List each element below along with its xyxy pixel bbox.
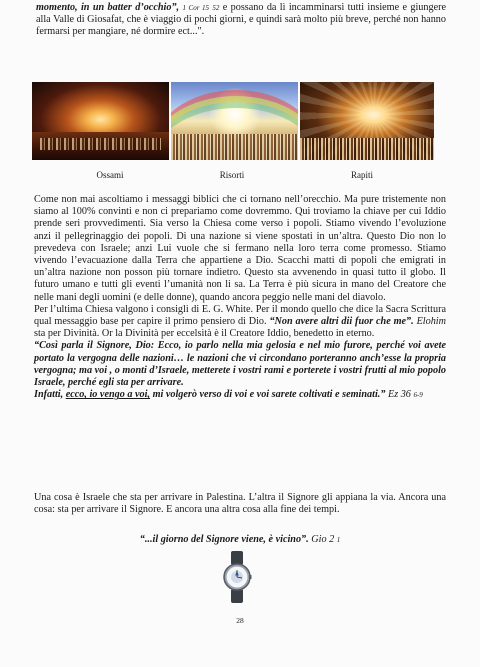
wristwatch-icon xyxy=(222,551,252,603)
paragraph-2: Per l’ultima Chiesa valgono i consigli di E. G. White. Per il mondo quello che dice la Sacra Scrittura qual messaggio base per capire il primo pensiero di Dio. “Non avere altri dii fuor che me”. Elohim sta per Divinità. Or la Divinità per eccelsità è il Creatore Iddio, benedetto in eterno. xyxy=(34,303,446,340)
main-body xyxy=(34,194,446,401)
resurrected-image xyxy=(171,82,298,160)
ezekiel-quote-2: Infatti, ecco, io vengo a voi, mi volgerò verso di voi e voi sarete coltivati e seminati.” Ez 36 6-9 xyxy=(34,389,423,401)
paragraph-1: Come non mai ascoltiamo i messaggi biblici che ci tornano nell’orecchio. Ma pure tristemente non siamo al 100% convinti e non ci prepariamo come dovremmo. Qui troviamo la chiave per cui Iddio prende seri provvedimenti. Sia verso la Chiesa come verso i popoli. Stiamo vivendo l’evoluzione anzi il pellegrinaggio dei popoli. Di una nazione si viene spostati in un’altra. Questo Dio non lo prevedeva con Israele; anzi Lui vuole che si fermano nella loro terra come promesso. Stiamo vivendo l’evacuazione dalla Terra che appartiene a Dio. Scacchi matti di popoli che emigrati in un’altra nazione non posson più tornare indietro. Questo sta avvenendo in quasi tutto il globo. Il futuro umano e tutti gli eventi l’umanità non li sa. La Terra è più sicura in mano del Creatore che nelle mani degli uomini (e delle donne), quando ancora peggio nelle mani del diavolo. xyxy=(34,194,446,303)
caption-ossami: Ossami xyxy=(96,170,124,180)
ezekiel-reference: Ez 36 6-9 xyxy=(387,389,423,401)
raptured-image xyxy=(300,82,434,160)
caption-risorti: Risorti xyxy=(219,170,245,180)
bones-image xyxy=(32,82,169,160)
joel-reference: Gio 2 1 xyxy=(311,534,341,545)
page-number: 28 xyxy=(236,616,244,625)
intro-quote: momento, in un batter d’occhio”, xyxy=(36,2,180,13)
intro-text: e possano da lì incamminarsi tutti insieme e giungere alla Valle di Giosafat, che è viaggio di pochi giorni, e quindi sarà molto più breve, perché non hanno fermarsi per mangiare, né dormire ect...". xyxy=(36,2,447,38)
intro-reference: 1 Cor 15 52 xyxy=(182,4,220,12)
commandment-quote: “Non avere altri dii fuor che me”. xyxy=(269,316,414,328)
joel-quote: “...il giorno del Signore viene, è vicino”. xyxy=(139,534,309,545)
closing-paragraph: Una cosa è Israele che sta per arrivare in Palestina. L’altra il Signore gli appiana la via. Ancora una cosa: sta per arrivare il Signore. E ancora una altra cosa alla fine dei tempi. xyxy=(34,492,446,516)
joel-quote-line xyxy=(34,534,446,546)
ezekiel-quote: “Così parla il Signore, Dio: Ecco, io parlo nella mia gelosia e nel mio furore, perché voi avete portato la vergogna delle nazioni… le nazioni che vi circondano porteranno anch’esse la propria vergogna; ma voi , o monti d’Israele, metterete i vostri rami e porterete i vostri frutti al mio popolo Israele, perché egli sta per arrivare. xyxy=(34,340,446,389)
image-strip xyxy=(32,82,434,160)
intro-paragraph xyxy=(36,2,446,39)
caption-rapiti: Rapiti xyxy=(351,170,373,180)
